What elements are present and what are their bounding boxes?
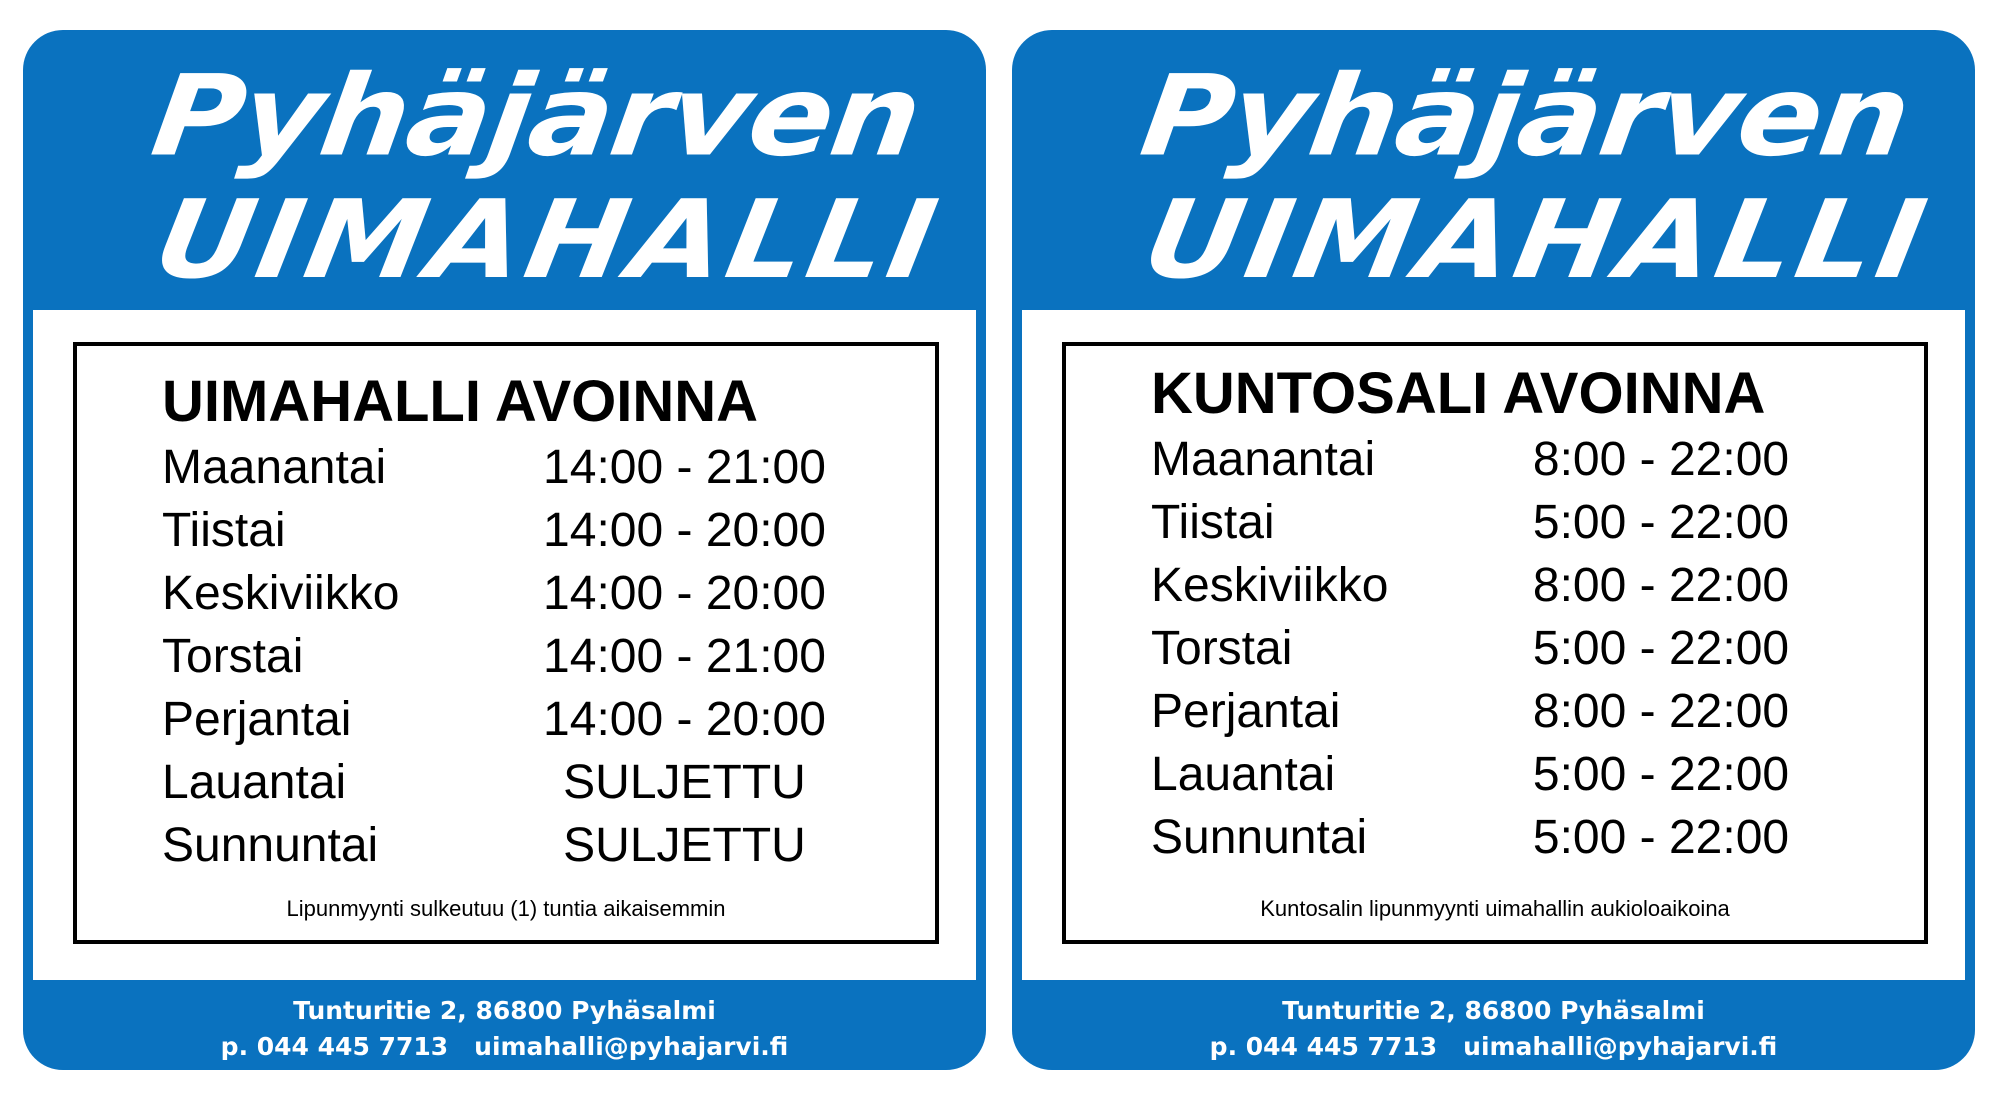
- address: Tunturitie 2, 86800 Pyhäsalmi: [293, 996, 716, 1025]
- day-label: Lauantai: [162, 756, 347, 809]
- time-value: 5:00 - 22:00: [1532, 748, 1790, 801]
- time-value: 14:00 - 20:00: [543, 693, 826, 746]
- ticket-note: Lipunmyynti sulkeutuu (1) tuntia aikaisemmin: [286, 896, 726, 921]
- contact-line: [23, 1032, 986, 1061]
- logo-line-1: Pyhäjärven: [144, 52, 928, 182]
- logo: [1012, 30, 1975, 310]
- hours-panel: [33, 310, 976, 980]
- sign-gym: [1012, 30, 1975, 1070]
- hours-row: [1151, 558, 1911, 621]
- hours-row: [162, 440, 922, 503]
- day-label: Perjantai: [1151, 685, 1341, 738]
- day-label: Torstai: [162, 630, 304, 683]
- time-value: 14:00 - 20:00: [543, 504, 826, 557]
- logo-line-1: Pyhäjärven: [1133, 52, 1917, 182]
- time-value: 14:00 - 20:00: [543, 567, 826, 620]
- hours-row: [1151, 747, 1911, 810]
- day-label: Sunnuntai: [162, 819, 379, 872]
- hours-row: [162, 503, 922, 566]
- logo-line-2: UIMAHALLI: [1134, 178, 1939, 304]
- hours-row: [1151, 495, 1911, 558]
- email-address: uimahalli@pyhajarvi.fi: [1463, 1032, 1778, 1061]
- logo-line-2: UIMAHALLI: [145, 178, 950, 304]
- time-value: 14:00 - 21:00: [543, 441, 826, 494]
- ticket-note: Kuntosalin lipunmyynti uimahallin aukioloaikoina: [1260, 896, 1730, 921]
- hours-row: [162, 629, 922, 692]
- day-label: Tiistai: [1151, 496, 1275, 549]
- time-value: 5:00 - 22:00: [1532, 811, 1790, 864]
- time-value: 5:00 - 22:00: [1532, 496, 1790, 549]
- day-label: Lauantai: [1151, 748, 1336, 801]
- day-label: Perjantai: [162, 693, 352, 746]
- hours-heading: KUNTOSALI AVOINNA: [1151, 361, 1766, 426]
- day-label: Keskiviikko: [1151, 559, 1389, 612]
- day-label: Sunnuntai: [1151, 811, 1368, 864]
- day-label: Torstai: [1151, 622, 1293, 675]
- time-value: 5:00 - 22:00: [1532, 622, 1790, 675]
- hours-row: [1151, 621, 1911, 684]
- hours-heading: UIMAHALLI AVOINNA: [162, 369, 759, 434]
- time-value: 14:00 - 21:00: [543, 630, 826, 683]
- hours-list: [162, 440, 922, 881]
- contact-line: [1012, 1032, 1975, 1061]
- hours-row: [162, 566, 922, 629]
- hours-row: [162, 818, 922, 881]
- hours-row: [1151, 810, 1911, 873]
- time-value: SULJETTU: [563, 819, 806, 872]
- hours-row: [1151, 432, 1911, 495]
- email-address: uimahalli@pyhajarvi.fi: [474, 1032, 789, 1061]
- hours-row: [162, 692, 922, 755]
- sign-swimming-hall: [23, 30, 986, 1070]
- time-value: SULJETTU: [563, 756, 806, 809]
- hours-frame: [1062, 342, 1928, 944]
- phone-number: p. 044 445 7713: [1209, 1032, 1438, 1061]
- day-label: Maanantai: [1151, 433, 1376, 486]
- logo: [23, 30, 986, 310]
- footer-contact: [1012, 980, 1975, 1070]
- hours-row: [1151, 684, 1911, 747]
- time-value: 8:00 - 22:00: [1532, 685, 1790, 738]
- day-label: Keskiviikko: [162, 567, 400, 620]
- phone-number: p. 044 445 7713: [220, 1032, 449, 1061]
- hours-frame: [73, 342, 939, 944]
- address: Tunturitie 2, 86800 Pyhäsalmi: [1282, 996, 1705, 1025]
- hours-row: [162, 755, 922, 818]
- day-label: Tiistai: [162, 504, 286, 557]
- hours-panel: [1022, 310, 1965, 980]
- time-value: 8:00 - 22:00: [1532, 559, 1790, 612]
- day-label: Maanantai: [162, 441, 387, 494]
- time-value: 8:00 - 22:00: [1532, 433, 1790, 486]
- footer-contact: [23, 980, 986, 1070]
- hours-list: [1151, 432, 1911, 873]
